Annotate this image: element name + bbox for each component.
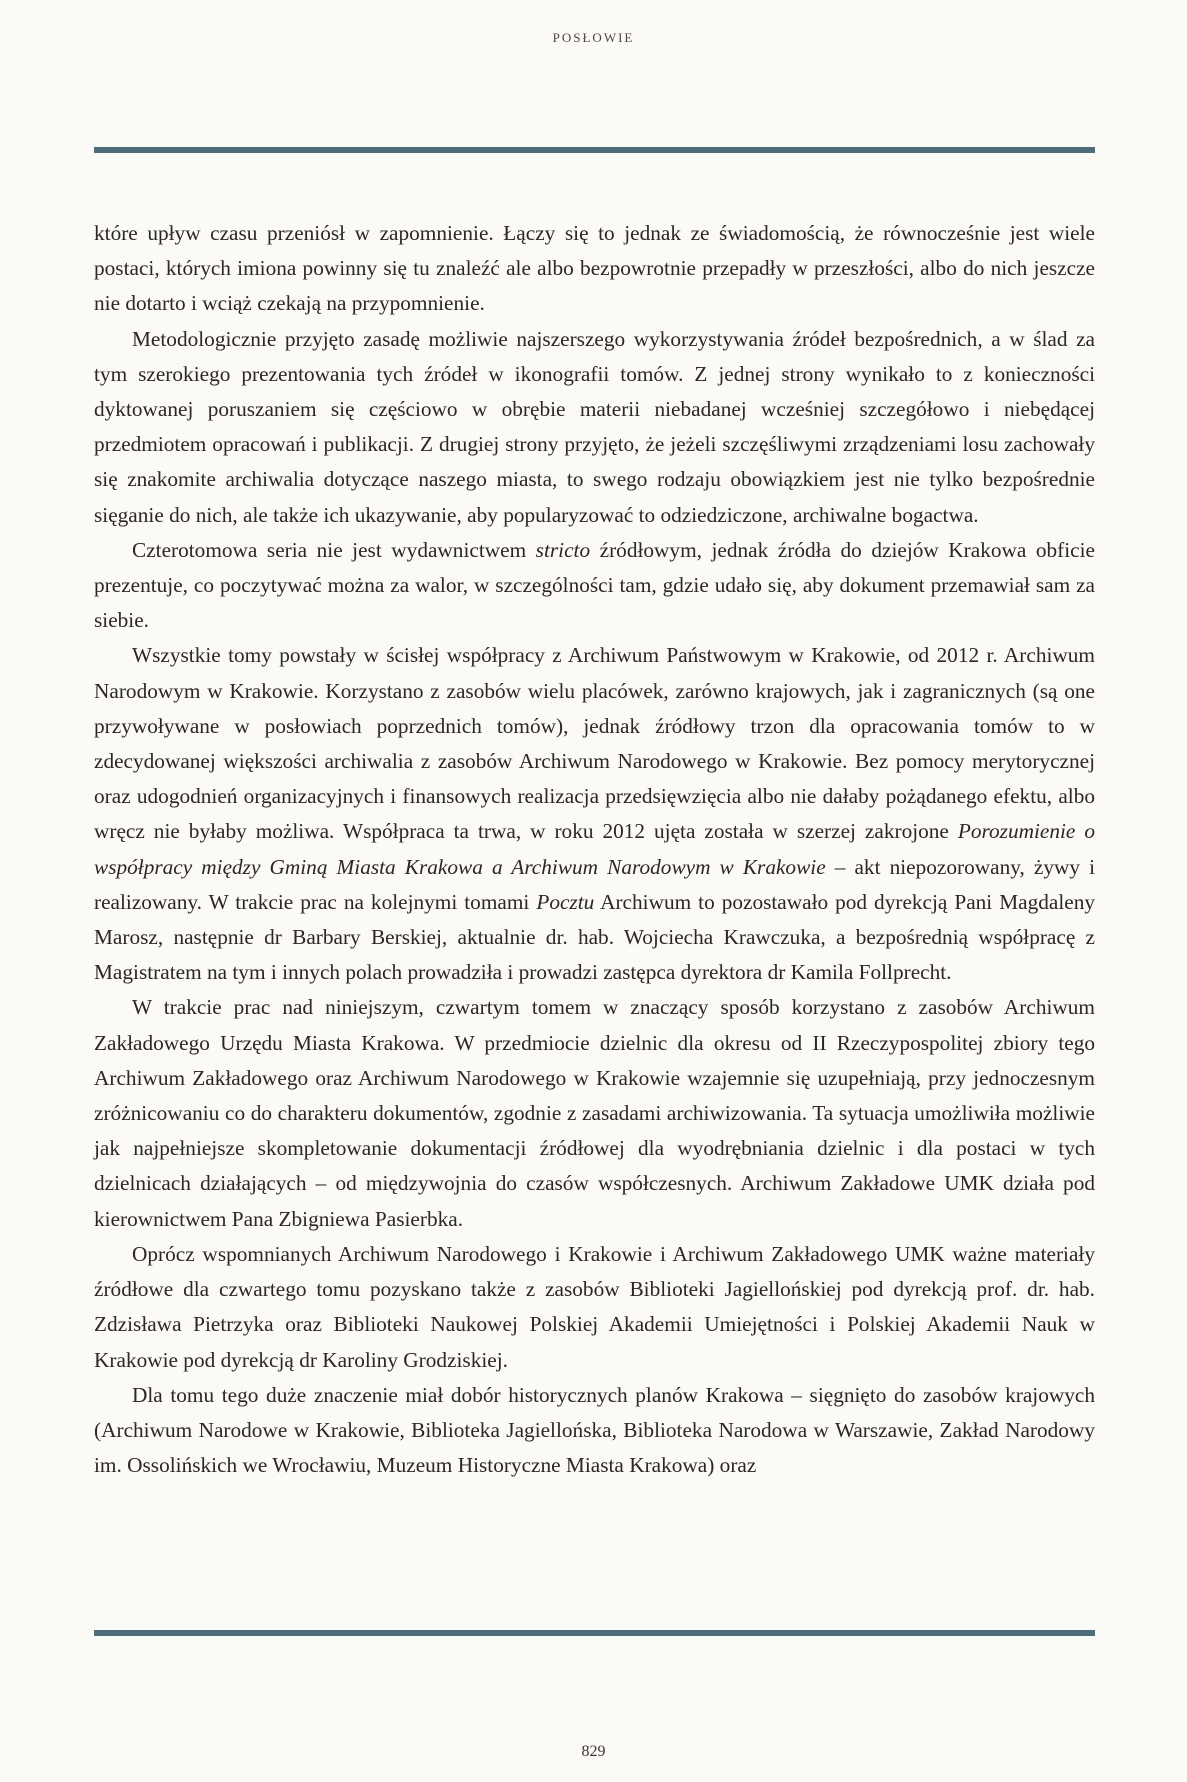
paragraph	[94, 1378, 1095, 1484]
text-run: które upływ czasu przeniósł w zapomnienie. Łączy się to jednak ze świadomością, że równocześnie jest wiele postaci, których imiona powinny się tu znaleźć ale albo bezpowrotnie przepadły w przeszłości, albo do nich jeszcze nie dotarto i wciąż czekają na przypomnienie.	[94, 221, 1095, 316]
italic-text: Porozumienie o współpracy między Gminą Miasta Krakowa a Archiwum Narodowym w Krakowie	[94, 819, 1095, 879]
italic-text: stricto	[535, 537, 591, 562]
text-run: Metodologicznie przyjęto zasadę możliwie najszerszego wykorzystywania źródeł bezpośrednich, a w ślad za tym szerokiego prezentowania tych źródeł w ikonografii tomów. Z jednej strony wynikało to z konieczności dyktowanej poruszaniem się częściowo w obrębie materii niebadanej wcześniej szczegółowo i niebędącej przedmiotem opracowań i publikacji. Z drugiej strony przyjęto, że jeżeli szczęśliwymi zrządzeniami losu zachowały się znakomite archiwalia dotyczące naszego miasta, to swego rodzaju obowiązkiem jest nie tylko bezpośrednie sięganie do nich, ale także ich ukazywanie, aby popularyzować to odziedziczone, archiwalne bogactwa.	[94, 326, 1095, 527]
text-run: Czterotomowa seria nie jest wydawnictwem	[132, 537, 536, 562]
text-run: Wszystkie tomy powstały w ścisłej współpracy z Archiwum Państwowym w Krakowie, od 2012 r. Archiwum Narodowym w Krakowie. Korzystano z zasobów wielu placówek, zarówno krajowych, jak i zagranicznych (są one przywoływane w posłowiach poprzednich tomów), jednak źródłowy trzon dla opracowania tomów to w zdecydowanej większości archiwalia z zasobów Archiwum Narodowego w Krakowie. Bez pomocy merytorycznej oraz udogodnień organizacyjnych i finansowych realizacja przedsięwzięcia albo nie dałaby pożądanego efektu, albo wręcz nie byłaby możliwa. Współpraca ta trwa, w roku 2012 ujęta została w szerzej zakrojone	[94, 643, 1095, 844]
paragraph	[94, 1237, 1095, 1378]
text-run: W trakcie prac nad niniejszym, czwartym tomem w znaczący sposób korzystano z zasobów Archiwum Zakładowego Urzędu Miasta Krakowa. W przedmiocie dzielnic dla okresu od II Rzeczypospolitej zbiory tego Archiwum Zakładowego oraz Archiwum Narodowego w Krakowie wzajemnie się uzupełniają, przy jednoczesnym zróżnicowaniu co do charakteru dokumentów, zgodnie z zasadami archiwizowania. Ta sytuacja umożliwiła możliwie jak najpełniejsze skompletowanie dokumentacji źródłowej dla wyodrębniania dzielnic i dla postaci w tych dzielnicach działających – od międzywojnia do czasów współczesnych. Archiwum Zakładowe UMK działa pod kierownictwem Pana Zbigniewa Pasierbka.	[94, 995, 1095, 1231]
text-run: Archiwum to pozostawało pod dyrekcją Pani Magdaleny Marosz, następnie dr Barbary Berskiej, aktualnie dr. hab. Wojciecha Krawczuka, a bezpośrednią współpracę z Magistratem na tym i innych polach prowadziła i prowadzi zastępca dyrektora dr Kamila Follprecht.	[94, 889, 1095, 985]
paragraph	[94, 990, 1095, 1236]
paragraph	[94, 216, 1095, 322]
running-head: POSŁOWIE	[552, 30, 635, 45]
text-run: Dla tomu tego duże znaczenie miał dobór historycznych planów Krakowa – sięgnięto do zasobów krajowych (Archiwum Narodowe w Krakowie, Biblioteka Jagiellońska, Biblioteka Narodowa w Warszawie, Zakład Narodowy im. Ossolińskich we Wrocławiu, Muzeum Historyczne Miasta Krakowa) oraz	[94, 1382, 1095, 1478]
body-text	[94, 216, 1095, 1483]
text-run: źródłowym, jednak źródła do dziejów Krakowa obficie prezentuje, co poczytywać można za walor, w szczególności tam, gdzie udało się, aby dokument przemawiał sam za siebie.	[94, 537, 1096, 633]
paragraph	[94, 533, 1095, 639]
bottom-rule	[94, 1630, 1095, 1636]
top-rule	[94, 147, 1095, 153]
italic-text: Pocztu	[536, 889, 595, 914]
paragraph	[94, 322, 1095, 533]
text-run: Oprócz wspomnianych Archiwum Narodowego i Krakowie i Archiwum Zakładowego UMK ważne materiały źródłowe dla czwartego tomu pozyskano także z zasobów Biblioteki Jagiellońskiej pod dyrekcją prof. dr. hab. Zdzisława Pietrzyka oraz Biblioteki Naukowej Polskiej Akademii Umiejętności i Polskiej Akademii Nauk w Krakowie pod dyrekcją dr Karoliny Grodziskiej.	[94, 1241, 1095, 1372]
page-number: 829	[581, 1743, 606, 1760]
text-run: – akt niepozorowany, żywy i realizowany. W trakcie prac na kolejnymi tomami	[94, 854, 1096, 914]
paragraph	[94, 638, 1095, 990]
